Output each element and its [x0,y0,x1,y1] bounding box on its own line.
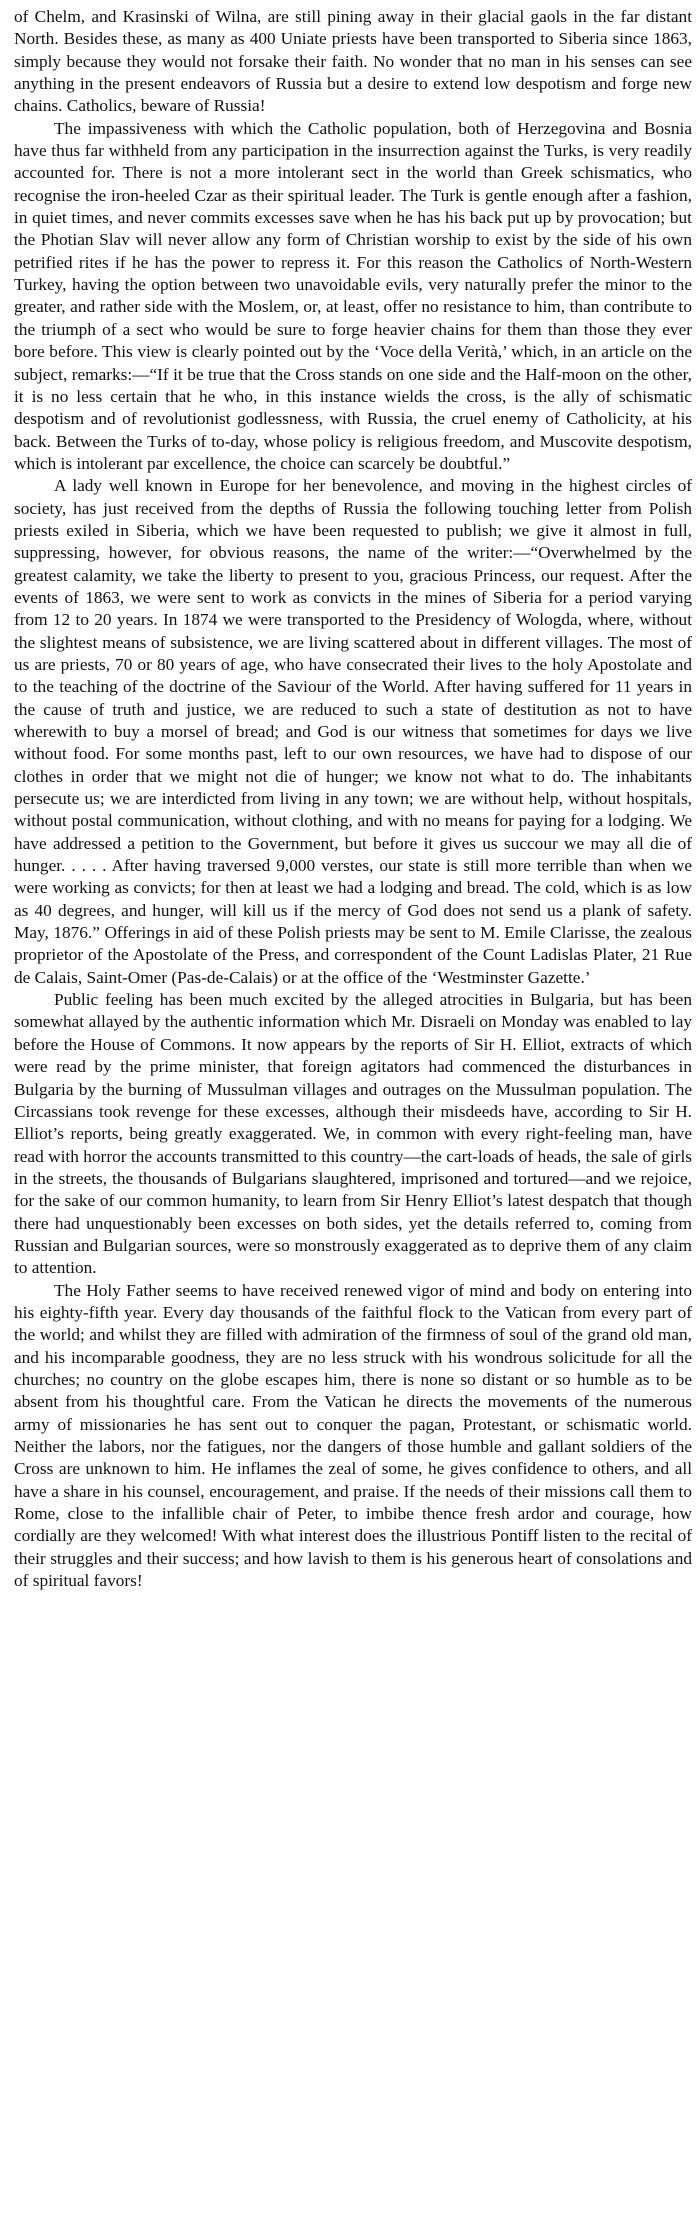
paragraph-holy-father: The Holy Father seems to have received renewed vigor of mind and body on entering into his eighty-fifth year. Every day thousands of the faithful flock to the Vatican from every part of the world; and whilst they are filled with admiration of the firmness of soul of the grand old man, and his incomparable goodness, they are no less struck with his wondrous solicitude for all the churches; no country on the globe escapes him, there is none so distant or so humble as to be absent from his thoughtful care. From the Vatican he directs the movements of the numerous army of missionaries he has sent out to conquer the pagan, Protestant, or schismatic world. Neither the labors, nor the fatigues, nor the dangers of those humble and gallant soldiers of the Cross are unknown to him. He inflames the zeal of some, he gives confidence to others, and all have a share in his counsel, encouragement, and praise. If the needs of their missions call them to Rome, close to the infallible chair of Peter, to imbibe thence fresh ardor and courage, how cordially are they welcomed! With what interest does the illustrious Pontiff listen to the recital of their struggles and their success; and how lavish to them is his generous heart of consolations and of spiritual favors! [14,1280,692,1591]
paragraph-catholics-herzegovina-bosnia: The impassiveness with which the Catholic population, both of Herzegovina and Bosnia have thus far withheld from any participation in the insurrection against the Turks, is very readily accounted for. There is not a more intolerant sect in the world than Greek schismatics, who recognise the iron-heeled Czar as their spiritual leader. The Turk is gentle enough after a fashion, in quiet times, and never commits excesses save when he has his back put up by provocation; but the Photian Slav will never allow any form of Christian worship to exist by the side of his own petrified rites if he has the power to repress it. For this reason the Catholics of North-Western Turkey, having the option between two unavoidable evils, very naturally prefer the minor to the greater, and rather side with the Moslem, or, at least, offer no resistance to him, than contribute to the triumph of a sect who would be sure to forge heavier chains for them than those they ever bore before. This view is clearly pointed out by the ‘Voce della Verità,’ which, in an article on the subject, remarks:—“If it be true that the Cross stands on one side and the Half-moon on the other, it is no less certain that he who, in this instance wields the cross, is the ally of schismatic despotism and of revolutionist godlessness, with Russia, the cruel enemy of Catholicity, at his back. Between the Turks of to-day, whose policy is religious freedom, and Muscovite despotism, which is intolerant par excellence, the choice can scarcely be doubtful.” [14,118,692,473]
paragraph-polish-priests-letter: A lady well known in Europe for her benevolence, and moving in the highest circles of society, has just received from the depths of Russia the following touching letter from Polish priests exiled in Siberia, which we have been requested to publish; we give it almost in full, suppressing, however, for obvious reasons, the name of the writer:—“Overwhelmed by the greatest calamity, we take the liberty to present to you, gracious Princess, our request. After the events of 1863, we were sent to work as convicts in the mines of Siberia for a period varying from 12 to 20 years. In 1874 we were transported to the Presidency of Wologda, where, without the slightest means of subsistence, we are living scattered about in different villages. The most of us are priests, 70 or 80 years of age, who have consecrated their lives to the holy Apostolate and to the teaching of the doctrine of the Saviour of the World. After having suffered for 11 years in the cause of truth and justice, we are reduced to such a state of destitution as not to have wherewith to buy a morsel of bread; and God is our witness that sometimes for days we live without food. For some months past, left to our own resources, we have had to dispose of our clothes in order that we might not die of hunger; we know not what to do. The inhabitants persecute us; we are interdicted from living in any town; we are without help, without hospitals, without postal communication, without clothing, and with no means for paying for a lodging. We have addressed a petition to the Government, but before it gives us succour we may all die of hunger. . . . . After having traversed 9,000 verstes, our state is still more terrible than when we were working as convicts; for then at least we had a lodging and bread. The cold, which is as low as 40 degrees, and hunger, will kill us if the mercy of God does not send us a plank of safety. May, 1876.” Offerings in aid of these Polish priests may be sent to M. Emile Clarisse, the zealous proprietor of the Apostolate of the Press, and correspondent of the Count Ladislas Plater, 21 Rue de Calais, Saint-Omer (Pas-de-Calais) or at the office of the ‘Westminster Gazette.’ [14,476,692,987]
paragraph-bulgaria-atrocities: Public feeling has been much excited by the alleged atrocities in Bulgaria, but has been somewhat allayed by the authentic information which Mr. Disraeli on Monday was enabled to lay before the House of Commons. It now appears by the reports of Sir H. Elliot, extracts of which were read by the prime minister, that foreign agitators had commenced the disturbances in Bulgaria by the burning of Mussulman villages and outrages on the Mussulman population. The Circassians took revenge for these excesses, although their misdeeds have, according to Sir H. Elliot’s reports, being greatly exaggerated. We, in common with every right-feeling man, have read with horror the accounts transmitted to this country—the cart-loads of heads, the sale of girls in the streets, the thousands of Bulgarians slaughtered, imprisoned and tortured—and we rejoice, for the sake of our common humanity, to learn from Sir Henry Elliot’s latest despatch that though there had unquestionably been excesses on both sides, yet the details referred to, coming from Russian and Bulgarian sources, were so monstrously exaggerated as to deprive them of any claim to attention. [14,990,692,1278]
paragraph-russia-uniate-priests: of Chelm, and Krasinski of Wilna, are still pining away in their glacial gaols in the far distant North. Besides these, as many as 400 Uniate priests have been transported to Siberia since 1863, simply because they would not forsake their faith. No wonder that no man in his senses can see anything in the present endeavors of Russia but a desire to extend low despotism and forge new chains. Catholics, beware of Russia! [14,7,692,116]
